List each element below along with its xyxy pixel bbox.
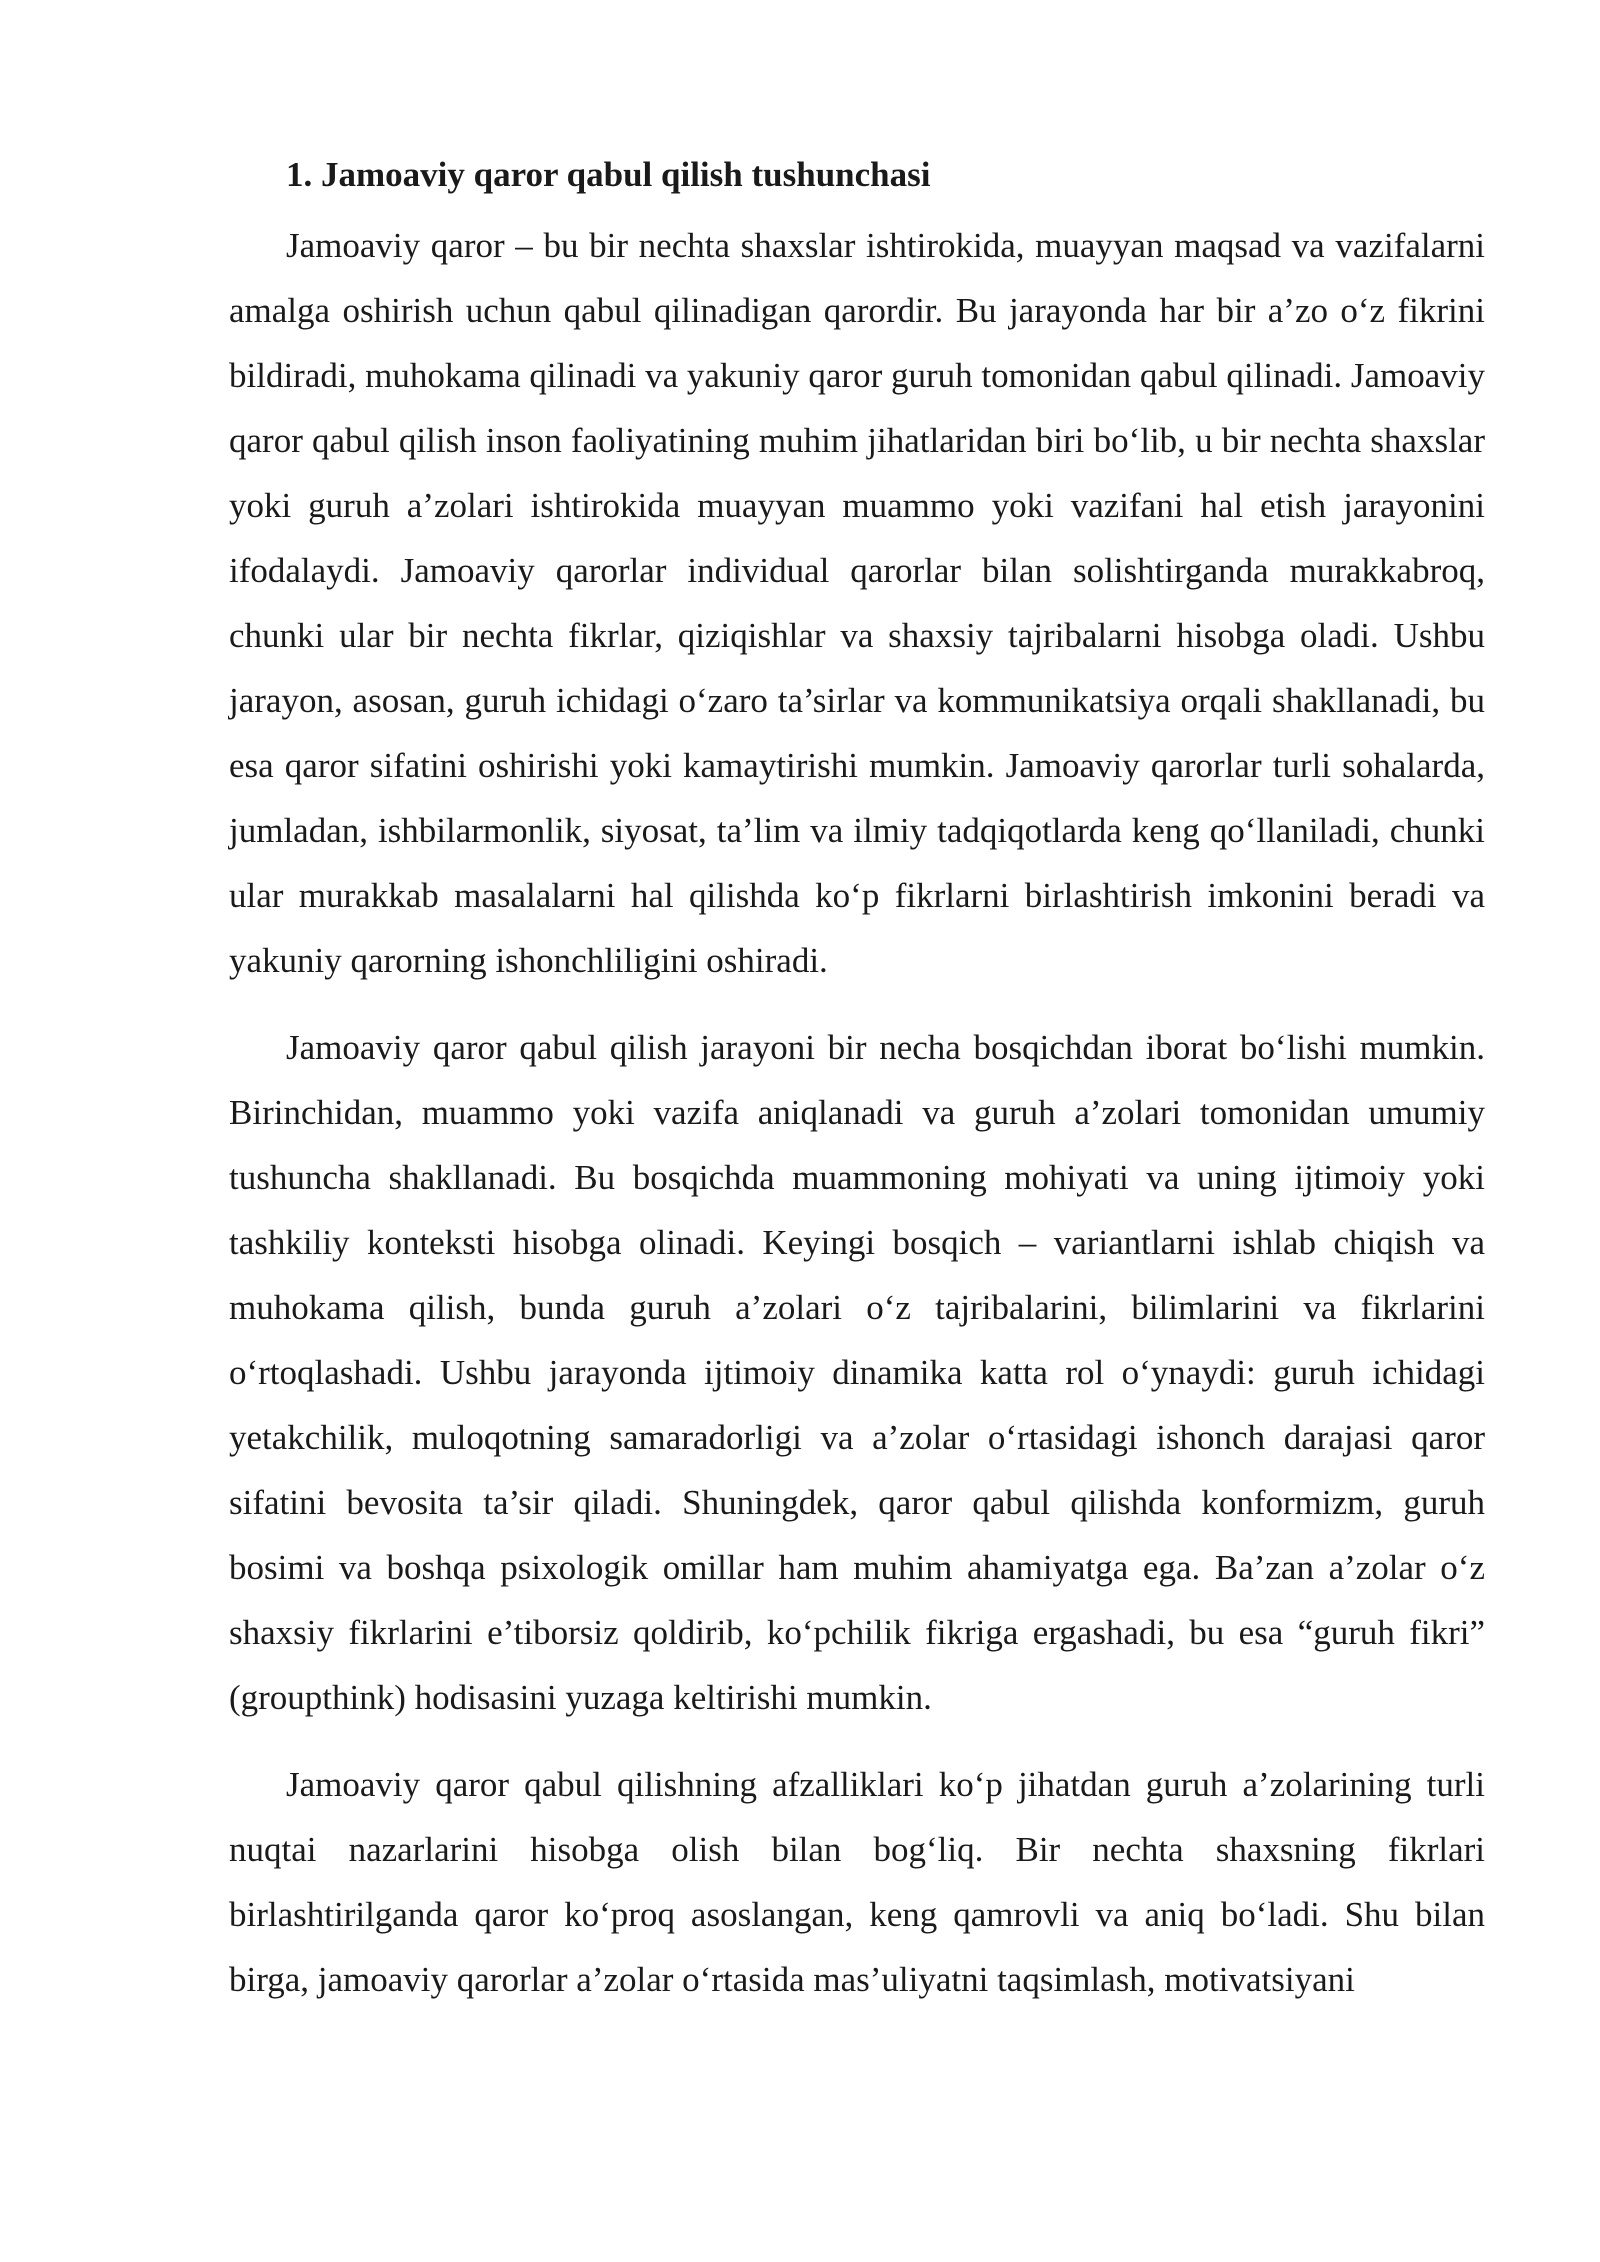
paragraph-1: Jamoaviy qaror – bu bir nechta shaxslar ishtirokida, muayyan maqsad va vazifalarni amalga oshirish uchun qabul qilinadigan qarordir. Bu jarayonda har bir a’zo o‘z fikrini bildiradi, muhokama qilinadi va yakuniy qaror guruh tomonidan qabul qilinadi. Jamoaviy qaror qabul qilish inson faoliyatining muhim jihatlaridan biri bo‘lib, u bir nechta shaxslar yoki guruh a’zolari ishtirokida muayyan muammo yoki vazifani hal etish jarayonini ifodalaydi. Jamoaviy qarorlar individual qarorlar bilan solishtirganda murakkabroq, chunki ular bir nechta fikrlar, qiziqishlar va shaxsiy tajribalarni hisobga oladi. Ushbu jarayon, asosan, guruh ichidagi o‘zaro ta’sirlar va kommunikatsiya orqali shakllanadi, bu esa qaror sifatini oshirishi yoki kamaytirishi mumkin. Jamoaviy qarorlar turli sohalarda, jumladan, ishbilarmonlik, siyosat, ta’lim va ilmiy tadqiqotlarda keng qo‘llaniladi, chunki ular murakkab masalalarni hal qilishda ko‘p fikrlarni birlashtirish imkonini beradi va yakuniy qarorning ishonchliligini oshiradi. xyxy=(229,226,1485,980)
paragraph-3: Jamoaviy qaror qabul qilishning afzalliklari ko‘p jihatdan guruh a’zolarining turli nuqtai nazarlarini hisobga olish bilan bog‘liq. Bir nechta shaxsning fikrlari birlashtirilganda qaror ko‘proq asoslangan, keng qamrovli va aniq bo‘ladi. Shu bilan birga, jamoaviy qarorlar a’zolar o‘rtasida mas’uliyatni taqsimlash, motivatsiyani xyxy=(229,1765,1485,1999)
document-body xyxy=(229,150,1485,2012)
paragraph-2: Jamoaviy qaror qabul qilish jarayoni bir necha bosqichdan iborat bo‘lishi mumkin. Birinchidan, muammo yoki vazifa aniqlanadi va guruh a’zolari tomonidan umumiy tushuncha shakllanadi. Bu bosqichda muammoning mohiyati va uning ijtimoiy yoki tashkiliy konteksti hisobga olinadi. Keyingi bosqich – variantlarni ishlab chiqish va muhokama qilish, bunda guruh a’zolari o‘z tajribalarini, bilimlarini va fikrlarini o‘rtoqlashadi. Ushbu jarayonda ijtimoiy dinamika katta rol o‘ynaydi: guruh ichidagi yetakchilik, muloqotning samaradorligi va a’zolar o‘rtasidagi ishonch darajasi qaror sifatini bevosita ta’sir qiladi. Shuningdek, qaror qabul qilishda konformizm, guruh bosimi va boshqa psixologik omillar ham muhim ahamiyatga ega. Ba’zan a’zolar o‘z shaxsiy fikrlarini e’tiborsiz qoldirib, ko‘pchilik fikriga ergashadi, bu esa “guruh fikri” (groupthink) hodisasini yuzaga keltirishi mumkin. xyxy=(229,1028,1485,1717)
section-heading: 1. Jamoaviy qaror qabul qilish tushunchasi xyxy=(286,155,931,194)
